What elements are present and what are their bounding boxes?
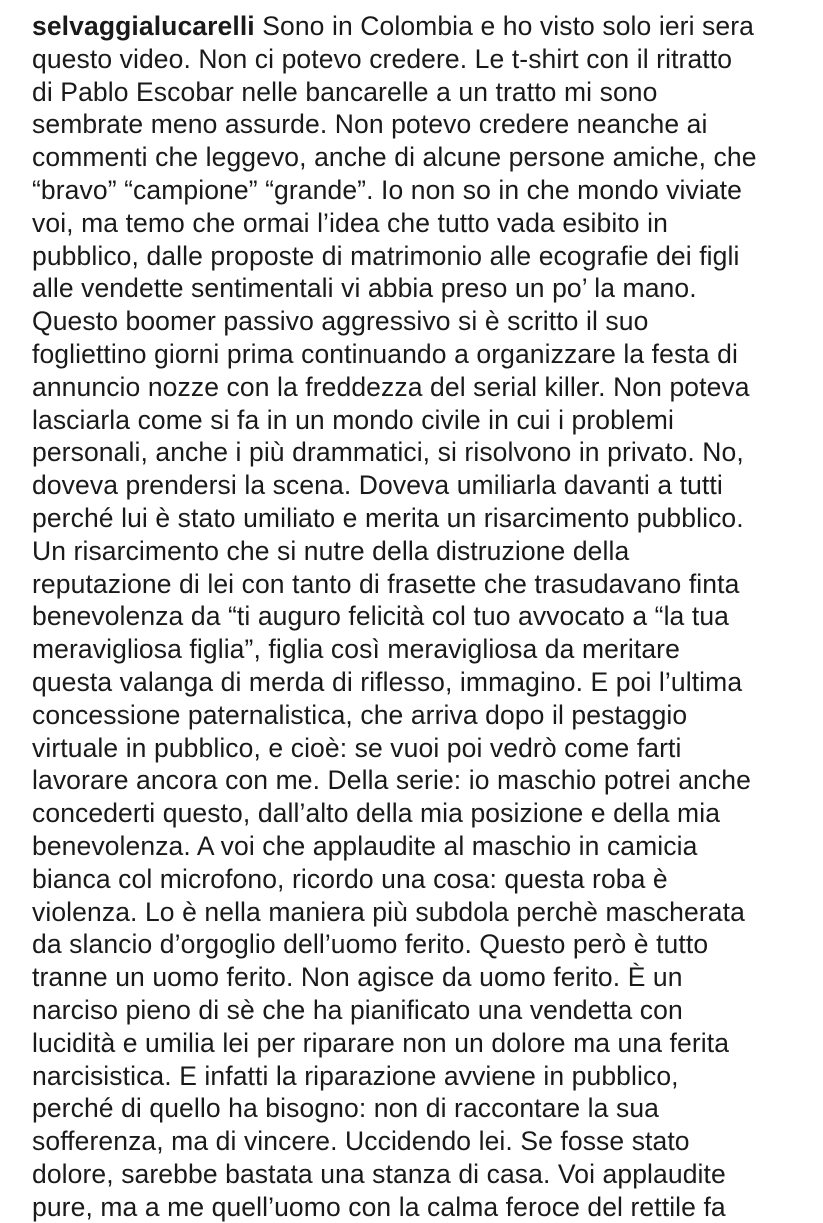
caption-line: virtuale in pubblico, e cioè: se vuoi poi vedrò come farti bbox=[32, 732, 682, 763]
caption-line: pubblico, dalle proposte di matrimonio alle ecografie dei figli bbox=[32, 240, 740, 271]
caption-line: sofferenza, ma di vincere. Uccidendo lei. Se fosse stato bbox=[32, 1126, 690, 1157]
caption-line: voi, ma temo che ormai l’idea che tutto vada esibito in bbox=[32, 207, 668, 238]
caption-line: alle vendette sentimentali vi abbia preso un po’ la mano. bbox=[32, 273, 697, 304]
caption-line: narciso pieno di sè che ha pianificato una vendetta con bbox=[32, 994, 683, 1025]
caption-line: personali, anche i più drammatici, si risolvono in privato. No, bbox=[32, 437, 744, 468]
caption-line: commenti che leggevo, anche di alcune persone amiche, che bbox=[32, 142, 757, 173]
caption-line: questo video. Non ci potevo credere. Le t-shirt con il ritratto bbox=[32, 43, 733, 74]
caption-line: perché di quello ha bisogno: non di raccontare la sua bbox=[32, 1093, 660, 1124]
caption-line: concederti questo, dall’alto della mia posizione e della mia bbox=[32, 798, 721, 829]
caption-line: sembrate meno assurde. Non potevo credere neanche ai bbox=[32, 109, 708, 140]
caption-line: benevolenza. A voi che applaudite al maschio in camicia bbox=[32, 830, 698, 861]
caption-line: lavorare ancora con me. Della serie: io maschio potrei anche bbox=[32, 765, 751, 796]
caption-line: Un risarcimento che si nutre della distruzione della bbox=[32, 535, 630, 566]
caption-line: fogliettino giorni prima continuando a organizzare la festa di bbox=[32, 338, 738, 369]
caption-line: bianca col microfono, ricordo una cosa: questa roba è bbox=[32, 863, 668, 894]
caption-line: di Pablo Escobar nelle bancarelle a un tratto mi sono bbox=[32, 76, 658, 107]
caption-line: tranne un uomo ferito. Non agisce da uomo ferito. È un bbox=[32, 962, 683, 993]
caption-line: questa valanga di merda di riflesso, immagino. E poi l’ultima bbox=[32, 666, 743, 697]
caption-line: benevolenza da “ti auguro felicità col tuo avvocato a “la tua bbox=[32, 601, 730, 632]
caption-line: dolore, sarebbe bastata una stanza di casa. Voi applaudite bbox=[32, 1158, 726, 1189]
caption-line: doveva prendersi la scena. Doveva umiliarla davanti a tutti bbox=[32, 470, 723, 501]
username-link[interactable]: selvaggialucarelli bbox=[32, 11, 255, 41]
caption-text: Sono in Colombia e ho visto solo ieri sera bbox=[254, 11, 754, 41]
caption-line: narcisistica. E infatti la riparazione avviene in pubblico, bbox=[32, 1060, 679, 1091]
caption-line: perché lui è stato umiliato e merita un risarcimento pubblico. bbox=[32, 502, 744, 533]
caption-line: meravigliosa figlia”, figlia così meravigliosa da meritare bbox=[32, 634, 680, 665]
caption-line: reputazione di lei con tanto di frasette che trasudavano finta bbox=[32, 568, 740, 599]
caption-line: da slancio d’orgoglio dell’uomo ferito. Questo però è tutto bbox=[32, 929, 709, 960]
caption-line: concessione paternalistica, che arriva dopo il pestaggio bbox=[32, 699, 688, 730]
caption-line: “bravo” “campione” “grande”. Io non so in che mondo viviate bbox=[32, 174, 742, 205]
caption-line: annuncio nozze con la freddezza del serial killer. Non poteva bbox=[32, 371, 750, 402]
caption-line: Questo boomer passivo aggressivo si è scritto il suo bbox=[32, 306, 649, 337]
caption-line bbox=[32, 10, 807, 43]
caption-line: lasciarla come si fa in un mondo civile in cui i problemi bbox=[32, 404, 674, 435]
caption-line: lucidità e umilia lei per riparare non un dolore ma una ferita bbox=[32, 1027, 730, 1058]
post-caption bbox=[32, 10, 807, 1223]
caption-line: violenza. Lo è nella maniera più subdola perchè mascherata bbox=[32, 896, 745, 927]
caption-line: pure, ma a me quell’uomo con la calma feroce del rettile fa bbox=[32, 1191, 726, 1222]
